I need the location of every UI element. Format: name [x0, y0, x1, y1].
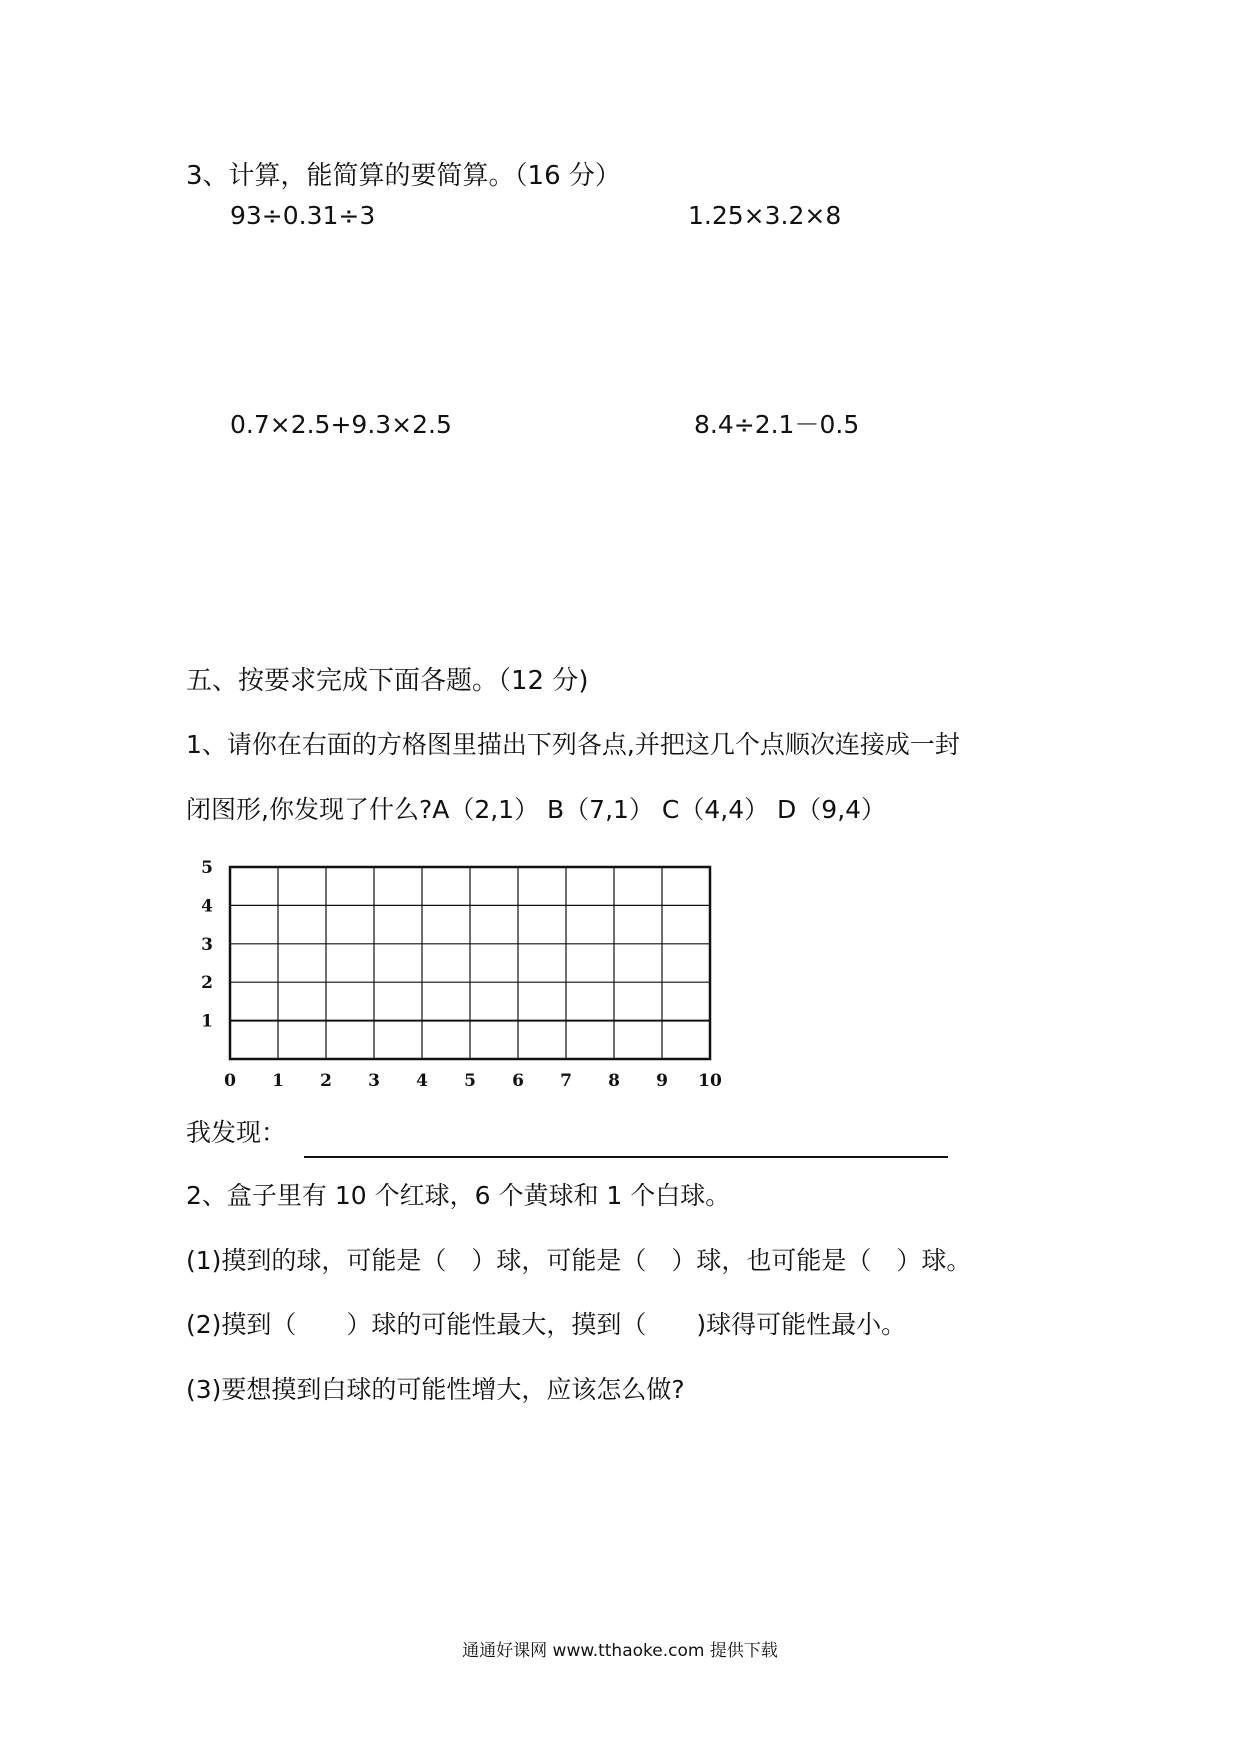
section-3-heading: 3、计算，能简算的要简算。（16 分）	[186, 161, 621, 191]
discover-answer-line	[304, 1156, 948, 1158]
x-axis-tick-label: 4	[416, 1071, 428, 1091]
x-axis-tick-label: 6	[512, 1071, 524, 1091]
x-axis-tick-label: 8	[608, 1071, 620, 1091]
footer-text: 通通好课网 www.tthaoke.com 提供下载	[462, 1641, 778, 1661]
expression-2: 1.25×3.2×8	[688, 201, 842, 230]
section-5-heading: 五、按要求完成下面各题。（12 分)	[186, 666, 589, 696]
x-axis-tick-label: 2	[320, 1071, 332, 1091]
question-1-line-1: 1、请你在右面的方格图里描出下列各点,并把这几个点顺次连接成一封	[186, 730, 960, 759]
question-2-part-3: (3)要想摸到白球的可能性增大，应该怎么做?	[186, 1375, 685, 1404]
y-axis-tick-label: 1	[201, 1011, 213, 1032]
x-axis-tick-label: 0	[224, 1071, 236, 1091]
y-axis-tick-label: 5	[201, 858, 213, 878]
x-axis-tick-label: 10	[698, 1071, 722, 1091]
coordinate-grid-svg	[180, 855, 740, 1095]
question-2-heading: 2、盒子里有 10 个红球，6 个黄球和 1 个白球。	[186, 1181, 731, 1210]
expression-3: 0.7×2.5+9.3×2.5	[230, 410, 452, 439]
expression-1: 93÷0.31÷3	[230, 201, 376, 230]
y-axis-tick-label: 2	[201, 973, 213, 994]
discover-label: 我发现：	[186, 1118, 287, 1147]
x-axis-tick-label: 9	[656, 1071, 668, 1091]
expression-4: 8.4÷2.1－0.5	[694, 410, 860, 439]
question-1-line-2: 闭图形,你发现了什么?A（2,1） B（7,1） C（4,4） D（9,4）	[186, 795, 887, 824]
x-axis-tick-label: 1	[272, 1071, 284, 1091]
x-axis-tick-label: 3	[368, 1071, 380, 1091]
x-axis-tick-label: 5	[464, 1071, 476, 1091]
question-2-part-1: (1)摸到的球，可能是（ ）球，可能是（ ）球，也可能是（ ）球。	[186, 1246, 972, 1275]
coordinate-grid	[180, 855, 740, 1095]
question-2-part-2: (2)摸到（ ）球的可能性最大，摸到（ )球得可能性最小。	[186, 1310, 907, 1339]
x-axis-tick-label: 7	[560, 1071, 572, 1091]
y-axis-tick-label: 3	[201, 934, 213, 955]
y-axis-tick-label: 4	[201, 896, 213, 917]
